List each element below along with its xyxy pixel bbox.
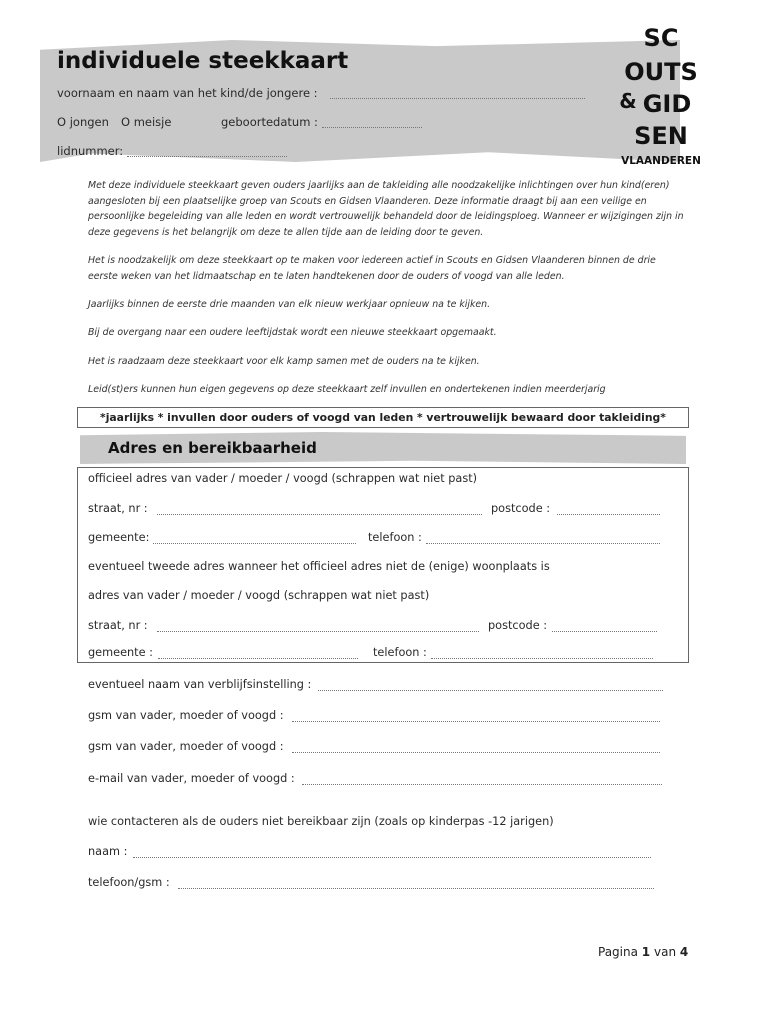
- svg-text:SEN: SEN: [634, 122, 688, 150]
- intro-paragraph-6: Leid(st)ers kunnen hun eigen gegevens op deze steekkaart zelf invullen en ondertekenen indien meerderjarig: [88, 384, 606, 395]
- city-field-2[interactable]: [158, 658, 358, 659]
- svg-text:GID: GID: [642, 90, 692, 118]
- svg-text:&: &: [619, 89, 637, 113]
- name-field[interactable]: [330, 98, 585, 99]
- svg-text:VLAANDEREN: VLAANDEREN: [621, 155, 701, 167]
- gsm-field-1[interactable]: [292, 721, 660, 722]
- alternate-contact-intro: wie contacteren als de ouders niet bereikbaar zijn (zoals op kinderpas -12 jarigen): [88, 815, 554, 828]
- gsm-field-2[interactable]: [292, 752, 660, 753]
- svg-text:SC: SC: [643, 24, 679, 52]
- name-label: voornaam en naam van het kind/de jongere :: [57, 86, 318, 100]
- residence-field[interactable]: [318, 690, 663, 691]
- confidentiality-notice: *jaarlijks * invullen door ouders of voogd van leden * vertrouwelijk bewaard door takleiding*: [77, 407, 689, 428]
- phone-label-2: telefoon :: [373, 646, 427, 659]
- email-field[interactable]: [302, 784, 662, 785]
- birthdate-field[interactable]: [322, 127, 422, 128]
- page-total: 4: [679, 945, 689, 959]
- phone-field-2[interactable]: [431, 658, 653, 659]
- svg-text:OUTS: OUTS: [624, 58, 698, 86]
- second-address-intro: eventueel tweede adres wanneer het officieel adres niet de (enige) woonplaats is: [88, 560, 550, 573]
- alternate-phone-field[interactable]: [178, 888, 654, 889]
- city-field-1[interactable]: [153, 543, 356, 544]
- city-label-1: gemeente:: [88, 531, 150, 544]
- intro-paragraph-2: Het is noodzakelijk om deze steekkaart op te maken voor iedereen actief in Scouts en Gidsen Vlaanderen binnen de drie eerste weken van het lidmaatschap en te laten handtekenen door de ouders of voogd van alle leden.: [88, 255, 656, 282]
- page-number: [598, 945, 688, 959]
- page-current: 1: [641, 945, 651, 959]
- alternate-phone-label: telefoon/gsm :: [88, 876, 170, 889]
- intro-paragraph-3: Jaarlijks binnen de eerste drie maanden van elk nieuw werkjaar opnieuw na te kijken.: [88, 299, 491, 310]
- city-label-2: gemeente :: [88, 646, 153, 659]
- official-address-label: officieel adres van vader / moeder / voogd (schrappen wat niet past): [88, 472, 478, 485]
- street-label-2: straat, nr :: [88, 619, 148, 632]
- page-word: Pagina: [598, 945, 638, 959]
- street-label-1: straat, nr :: [88, 502, 148, 515]
- phone-label-1: telefoon :: [368, 531, 422, 544]
- intro-paragraph-4: Bij de overgang naar een oudere leeftijdstak wordt een nieuwe steekkaart opgemaakt.: [88, 327, 497, 338]
- scouts-gidsen-logo: [618, 24, 704, 170]
- street-field-1[interactable]: [157, 514, 482, 515]
- of-word: van: [653, 945, 677, 959]
- gsm-label-1: gsm van vader, moeder of voogd :: [88, 709, 284, 722]
- postcode-label-2: postcode :: [488, 619, 548, 632]
- phone-field-1[interactable]: [426, 543, 660, 544]
- street-field-2[interactable]: [157, 631, 479, 632]
- member-number-label: lidnummer:: [57, 144, 124, 158]
- member-number-field[interactable]: [127, 156, 287, 157]
- gender-boy-option[interactable]: O jongen: [57, 115, 109, 129]
- residence-label: eventueel naam van verblijfsinstelling :: [88, 678, 312, 691]
- postcode-field-2[interactable]: [552, 631, 657, 632]
- postcode-label-1: postcode :: [491, 502, 551, 515]
- alternate-name-label: naam :: [88, 845, 128, 858]
- gender-girl-option[interactable]: O meisje: [121, 115, 172, 129]
- section-title: Adres en bereikbaarheid: [108, 439, 317, 457]
- intro-paragraph-5: Het is raadzaam deze steekkaart voor elk kamp samen met de ouders na te kijken.: [88, 356, 480, 367]
- alternate-name-field[interactable]: [133, 857, 651, 858]
- page-title: individuele steekkaart: [57, 48, 349, 74]
- second-address-label: adres van vader / moeder / voogd (schrappen wat niet past): [88, 589, 430, 602]
- birthdate-label: geboortedatum :: [221, 115, 318, 129]
- gsm-label-2: gsm van vader, moeder of voogd :: [88, 740, 284, 753]
- intro-paragraph-1: Met deze individuele steekkaart geven ouders jaarlijks aan de takleiding alle noodzakelijke inlichtingen over hun kind(eren) aangesloten bij een plaatselijke groep van Scouts en Gidsen Vlaanderen. Deze informatie draagt bij aan een veilige en persoonlijke begeleiding van alle leden en wordt vertrouwelijk behandeld door de leidingsploeg. Wanneer er wijzigingen zijn in deze gegevens is het belangrijk om deze te allen tijde aan de leiding door te geven.: [88, 180, 684, 238]
- postcode-field-1[interactable]: [557, 514, 660, 515]
- email-label: e-mail van vader, moeder of voogd :: [88, 772, 295, 785]
